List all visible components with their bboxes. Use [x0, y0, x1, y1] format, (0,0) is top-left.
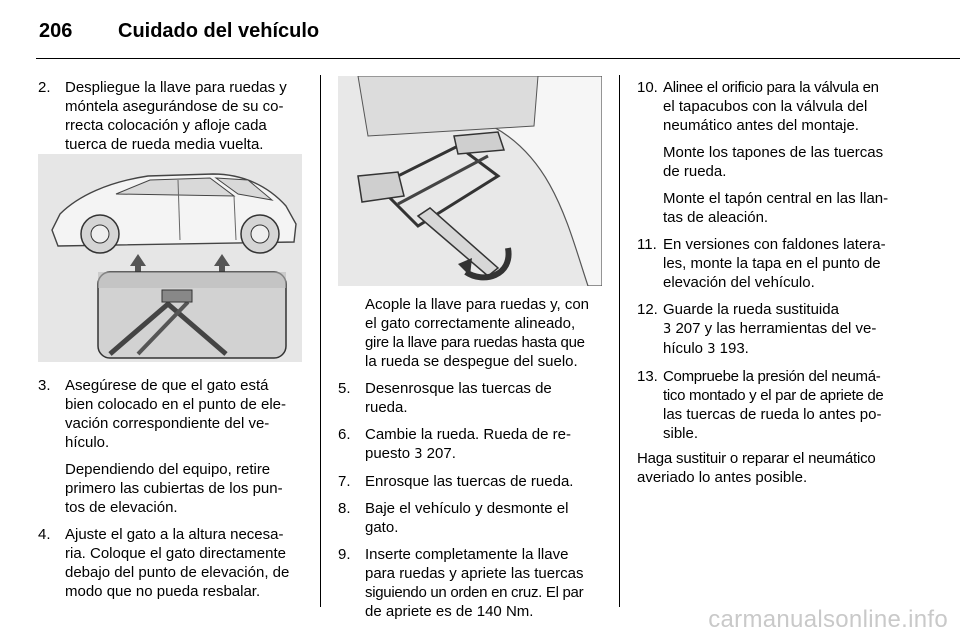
column-3 — [637, 78, 959, 487]
step-number: 10. — [637, 79, 658, 96]
scissor-jack-illustration — [338, 76, 602, 286]
step-number: 6. — [338, 426, 351, 443]
step-line: Asegúrese de que el gato está — [65, 377, 269, 394]
step-3-note — [38, 460, 316, 517]
step-line: les, monte la tapa en el punto de — [663, 255, 881, 272]
step-line: Alinee el orificio para la válvula en — [663, 79, 879, 96]
page-reference-icon: 3 — [707, 342, 716, 357]
page-reference-link[interactable]: 207 y las herramientas del ve- — [675, 320, 877, 337]
step-12 — [637, 300, 959, 359]
page-reference-link[interactable]: 193. — [719, 340, 749, 357]
step-line: debajo del punto de elevación, de — [65, 564, 290, 581]
page-header — [0, 0, 960, 60]
page-reference-link[interactable]: 207. — [426, 445, 456, 462]
step-text: hículo — [663, 340, 704, 357]
step-4 — [38, 525, 316, 601]
step-9 — [338, 545, 618, 621]
caption-line: gire la llave para ruedas hasta que — [365, 334, 585, 351]
step-line: rrecta colocación y afloje cada — [65, 117, 267, 134]
step-line: bien colocado en el punto de ele- — [65, 396, 287, 413]
step-line — [663, 339, 959, 359]
note-line: tos de elevación. — [65, 499, 178, 516]
step-number: 13. — [637, 368, 658, 385]
step-number: 8. — [338, 500, 351, 517]
step-2 — [38, 78, 316, 154]
step-line: Despliegue la llave para ruedas y — [65, 79, 287, 96]
car-illustration-svg — [38, 154, 302, 362]
step-line: En versiones con faldones latera- — [663, 236, 886, 253]
step-line: las tuercas de rueda lo antes po- — [663, 406, 882, 423]
note-line: primero las cubiertas de los pun- — [65, 480, 283, 497]
step-10-note-1 — [637, 143, 959, 181]
step-line: el tapacubos con la válvula del — [663, 98, 868, 115]
step-10 — [637, 78, 959, 135]
step-number: 7. — [338, 473, 351, 490]
caption-line: Acople la llave para ruedas y, con — [365, 296, 590, 313]
step-7 — [338, 472, 618, 491]
step-number: 11. — [637, 236, 657, 253]
step-line: Inserte completamente la llave — [365, 546, 569, 563]
step-line: Compruebe la presión del neumá- — [663, 368, 881, 385]
step-8 — [338, 499, 618, 537]
step-number: 4. — [38, 526, 51, 543]
column-1 — [38, 78, 316, 154]
column-divider-2 — [619, 75, 620, 607]
step-line: ria. Coloque el gato directamente — [65, 545, 286, 562]
note-line: Monte el tapón central en las llan- — [663, 190, 889, 207]
column-1-lower — [38, 376, 316, 601]
step-line: sible. — [663, 425, 699, 442]
step-line: gato. — [365, 519, 399, 536]
page-reference-icon: 3 — [414, 447, 423, 462]
page-title: Cuidado del vehículo — [118, 20, 320, 42]
step-5 — [338, 379, 618, 417]
caption-line: el gato correctamente alineado, — [365, 315, 576, 332]
step-number: 3. — [38, 377, 51, 394]
step-line: tico montado y el par de apriete de — [663, 387, 884, 404]
step-6 — [338, 425, 618, 464]
header-rule — [36, 58, 960, 59]
step-line: Enrosque las tuercas de rueda. — [365, 473, 574, 490]
note-line: Monte los tapones de las tuercas — [663, 144, 884, 161]
watermark: carmanualsonline.info — [708, 606, 948, 633]
jack-caption — [338, 295, 618, 371]
closing-note — [637, 449, 959, 487]
step-line: Desenrosque las tuercas de — [365, 380, 552, 397]
step-line: tuerca de rueda media vuelta. — [65, 136, 264, 153]
step-line: modo que no pueda resbalar. — [65, 583, 261, 600]
step-number: 12. — [637, 301, 658, 318]
step-11 — [637, 235, 959, 292]
step-number: 5. — [338, 380, 351, 397]
step-line: para ruedas y apriete las tuercas — [365, 565, 584, 582]
column-2 — [338, 295, 618, 621]
note-line: de rueda. — [663, 163, 727, 180]
note-line: Dependiendo del equipo, retire — [65, 461, 271, 478]
step-line: de apriete es de 140 Nm. — [365, 603, 534, 620]
column-divider-1 — [320, 75, 321, 607]
step-line: Ajuste el gato a la altura necesa- — [65, 526, 284, 543]
car-lifting-points-illustration — [38, 154, 302, 362]
step-line: Baje el vehículo y desmonte el — [365, 500, 569, 517]
step-line — [365, 444, 618, 464]
page-reference-icon: 3 — [663, 322, 672, 337]
step-line: Cambie la rueda. Rueda de re- — [365, 426, 571, 443]
step-line: siguiendo un orden en cruz. El par — [365, 584, 584, 601]
page-number: 206 — [39, 20, 73, 42]
closing-line: Haga sustituir o reparar el neumático — [637, 450, 876, 467]
closing-line: averiado lo antes posible. — [637, 469, 808, 486]
step-text: puesto — [365, 445, 411, 462]
caption-line: la rueda se despegue del suelo. — [365, 353, 578, 370]
step-number: 9. — [338, 546, 351, 563]
step-3 — [38, 376, 316, 452]
jack-illustration-svg — [338, 76, 602, 286]
step-10-note-2 — [637, 189, 959, 227]
note-line: tas de aleación. — [663, 209, 769, 226]
step-line: vación correspondiente del ve- — [65, 415, 270, 432]
step-line: Guarde la rueda sustituida — [663, 301, 839, 318]
step-line: móntela asegurándose de su co- — [65, 98, 284, 115]
step-13 — [637, 367, 959, 443]
step-line: rueda. — [365, 399, 408, 416]
step-line: hículo. — [65, 434, 110, 451]
step-line: elevación del vehículo. — [663, 274, 815, 291]
step-number: 2. — [38, 79, 51, 96]
step-line — [663, 319, 959, 339]
step-line: neumático antes del montaje. — [663, 117, 859, 134]
